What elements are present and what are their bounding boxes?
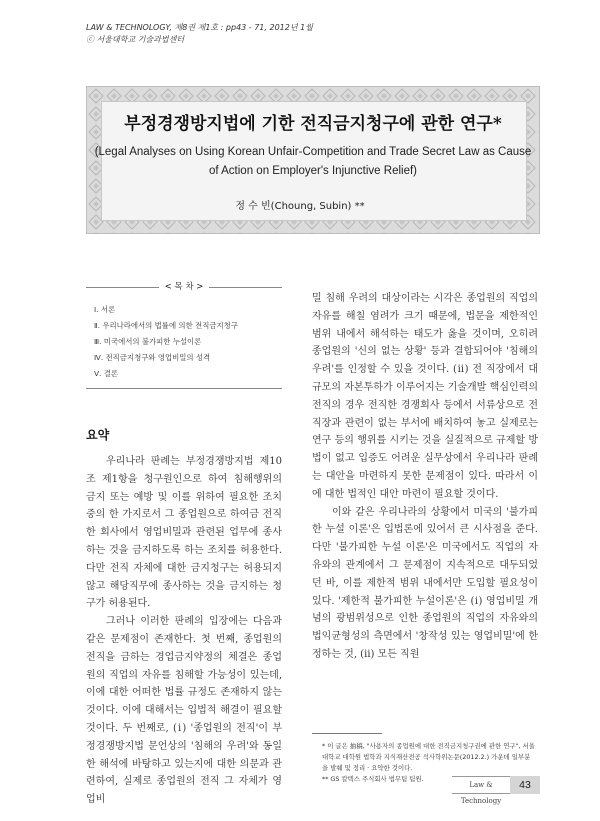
footnote: ** GS 칼텍스 주식회사 법무팀 팀원. xyxy=(322,775,424,783)
table-of-contents xyxy=(86,282,282,389)
toc-item: Ⅴ. 결론 xyxy=(94,369,119,378)
journal-copyright: ⓒ 서울대학교 기술과법센터 xyxy=(86,35,185,44)
paper-title-english: (Legal Analyses on Using Korean Unfair-Competition and Trade Secret Law as Cause of Action on Employer's Injunctive Relief) xyxy=(94,146,532,177)
paragraph: 밀 침해 우려의 대상이라는 시각은 종업원의 직업의 자유를 해칠 염려가 크기 때문에, 법문을 제한적인 범위 내에서 해석하는 태도가 옳을 것이며, 오히려 종업원의 '신의 없는 상황' 등과 결합되어야 '침해의 우려'를 인정할 수 있을 것이다. (ⅱ) 전 직장에서 대규모의 자본투하가 이루어지는 기술개발 핵심인력의 전직의 경우 전직한 경쟁회사 등에서 서류상으로 전 직장과 관련이 없는 부서에 배치하여 놓고 실제로는 연구 등의 행위를 시키는 것을 실질적으로 규제할 방법이 없고 입증도 어려운 실무상에서 우리나라 판례는 대안을 마련하지 못한 문제점이 있다. 따라서 이에 대한 법적인 대안 마련이 필요할 것이다. xyxy=(312,293,538,500)
journal-info xyxy=(86,22,313,46)
footer-journal-label: Law & Technology xyxy=(452,776,510,794)
paragraph: 그러나 이러한 판례의 입장에는 다음과 같은 문제점이 존재한다. 첫 번째, 종업원의 전직을 금하는 경업금지약정의 체결은 종업원의 직업의 자유를 침해할 가능성이 있는데, 이에 대한 어떠한 법률 규정도 존재하지 않는 것이다. 이에 대해서는 입법적 해결이 필요할 것이다. 두 번째로, (ⅰ) '종업원의 전직'이 부정경쟁방지법 문언상의 '침해의 우려'와 동일한 해석에 바탕하고 있는지에 대한 의문과 관련하여, 실제로 종업원의 전직 그 자체가 영업비 xyxy=(86,616,282,806)
author: 정 수 빈(Choung, Subin) ** xyxy=(235,201,365,212)
paragraph: 이와 같은 우리나라의 상황에서 미국의 '불가피한 누설 이론'은 입법론에 있어서 큰 시사점을 준다. 다만 '불가피한 누설 이론'은 미국에서도 직업의 자유와의 관계에서 그 문제점이 지속적으로 대두되었던 바, 이를 제한적 범위 내에서만 도입할 필요성이 있다. '제한적 불가피한 누설이론'은 (ⅰ) 영업비밀 개념의 광범위성으로 인한 종업원의 직업의 자유와의 법익균형성의 측면에서 '창작성 있는 영업비밀'에 한정하는 것, (ⅱ) 모든 직원 xyxy=(312,506,538,660)
toc-item: Ⅳ. 전직금지청구와 영업비밀의 성격 xyxy=(94,353,211,362)
toc-item: Ⅲ. 미국에서의 불가피한 누설이론 xyxy=(94,337,202,346)
summary-heading: 요약 xyxy=(86,428,110,442)
toc-item: Ⅰ. 서론 xyxy=(94,305,116,314)
journal-citation: LAW & TECHNOLOGY, 제8권 제1호 : pp43 - 71, 2012년 1월 xyxy=(86,23,313,32)
footnote-divider xyxy=(312,733,382,734)
page-footer xyxy=(452,776,548,805)
right-column xyxy=(312,290,538,664)
toc-heading: < 목 차 > xyxy=(159,282,210,292)
paper-title: 부정경쟁방지법에 기한 전직금지청구에 관한 연구* xyxy=(124,114,502,134)
toc-item: Ⅱ. 우리나라에서의 법률에 의한 전직금지청구 xyxy=(94,321,238,330)
footnote: * 이 글은 抽稿, "사용자의 종업원에 대한 전직금지청구권에 관한 연구", 서울대학교 대학원 법학과 지식재산전공 석사학위논문(2012.2.) 가운데 일부분을 발췌 및 정리 · 요약한 것이다. xyxy=(322,742,535,772)
paragraph: 우리나라 판례는 부정경쟁방지법 제10조 제1항을 청구원인으로 하여 침해행위의 금지 또는 예방 및 이를 위하여 필요한 조치 중의 한 가지로서 그 종업원으로 하여금 전직한 회사에서 영업비밀과 관련된 업무에 종사하는 것을 금지하도록 하는 조치를 허용한다. 다만 전직 자체에 대한 금지청구는 허용되지 않고 해당직무에 종사하는 것을 금지하는 청구가 허용된다. xyxy=(86,456,282,610)
page-number: 43 xyxy=(510,776,540,794)
left-column xyxy=(86,453,282,809)
